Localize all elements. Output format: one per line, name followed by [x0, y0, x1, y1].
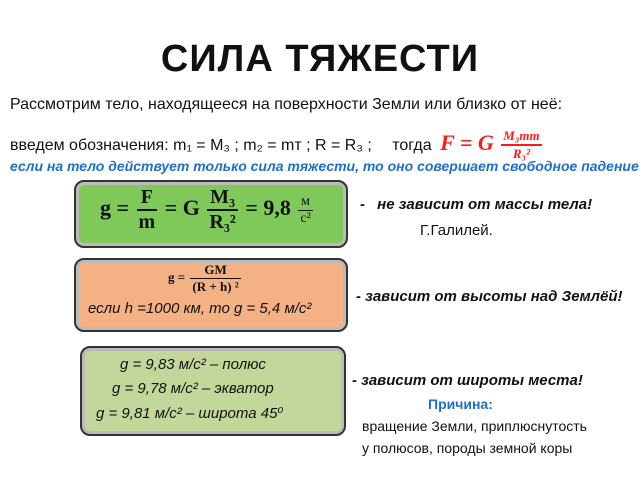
cause-line-1: вращение Земли, приплюснутость — [362, 418, 587, 434]
height-dependence: - зависит от высоты над Землёй! — [356, 288, 623, 305]
gravity-formula-fraction — [501, 128, 541, 162]
gravity-formula — [440, 128, 544, 161]
m-over-r2 — [207, 186, 237, 234]
height-denominator: (R + h) ² — [192, 279, 239, 294]
g-formula — [100, 186, 315, 234]
gravity-formula-numerator: M₃mт — [501, 128, 541, 146]
mass-independence — [360, 196, 592, 213]
f-over-m — [137, 186, 158, 234]
unit-fraction — [298, 194, 312, 227]
latitude-45: g = 9,81 м/с² – широта 45⁰ — [96, 405, 284, 422]
height-fraction — [190, 262, 240, 295]
reason-label: Причина: — [428, 396, 493, 412]
cause-line-2: у полюсов, породы земной коры — [362, 440, 573, 456]
free-fall-note: если на тело действует только сила тяжести, то оно совершает свободное падение — [10, 158, 639, 174]
unit-numerator: м — [298, 194, 312, 211]
height-formula — [168, 262, 243, 295]
m-denominator: m — [138, 211, 156, 233]
intro-text: Рассмотрим тело, находящееся на поверхности Земли или близко от неё: — [10, 96, 563, 113]
galileo-credit: Г.Галилей. — [420, 222, 493, 239]
notation-line — [10, 128, 544, 162]
page-title: СИЛА ТЯЖЕСТИ — [160, 38, 480, 80]
radius-denominator: R₃² — [209, 211, 236, 233]
eq-g: = G — [164, 195, 200, 221]
unit-denominator: с² — [300, 210, 311, 226]
gravity-formula-denominator: R₃² — [512, 146, 530, 161]
latitude-equator: g = 9,78 м/с² – экватор — [112, 380, 274, 397]
mass-independence-text: не зависит от массы тела! — [377, 196, 593, 213]
height-example: если h =1000 км, то g = 5,4 м/с² — [88, 300, 312, 317]
g-result: = 9,8 — [245, 195, 291, 221]
notation-then: тогда — [392, 137, 432, 155]
gravity-formula-lhs: F = G — [440, 130, 494, 156]
height-g-symbol: g = — [168, 269, 186, 285]
height-numerator: GM — [190, 262, 240, 279]
latitude-dependence: - зависит от широты места! — [352, 372, 583, 389]
f-numerator: F — [137, 186, 158, 211]
notation-text: введем обозначения: m₁ = M₃ ; m₂ = mт ; R = R₃ ; — [10, 137, 372, 155]
g-symbol: g = — [100, 195, 130, 221]
mass-numerator: M₃ — [207, 186, 237, 211]
latitude-pole: g = 9,83 м/с² – полюс — [120, 356, 266, 373]
mass-dash: - — [360, 196, 365, 213]
